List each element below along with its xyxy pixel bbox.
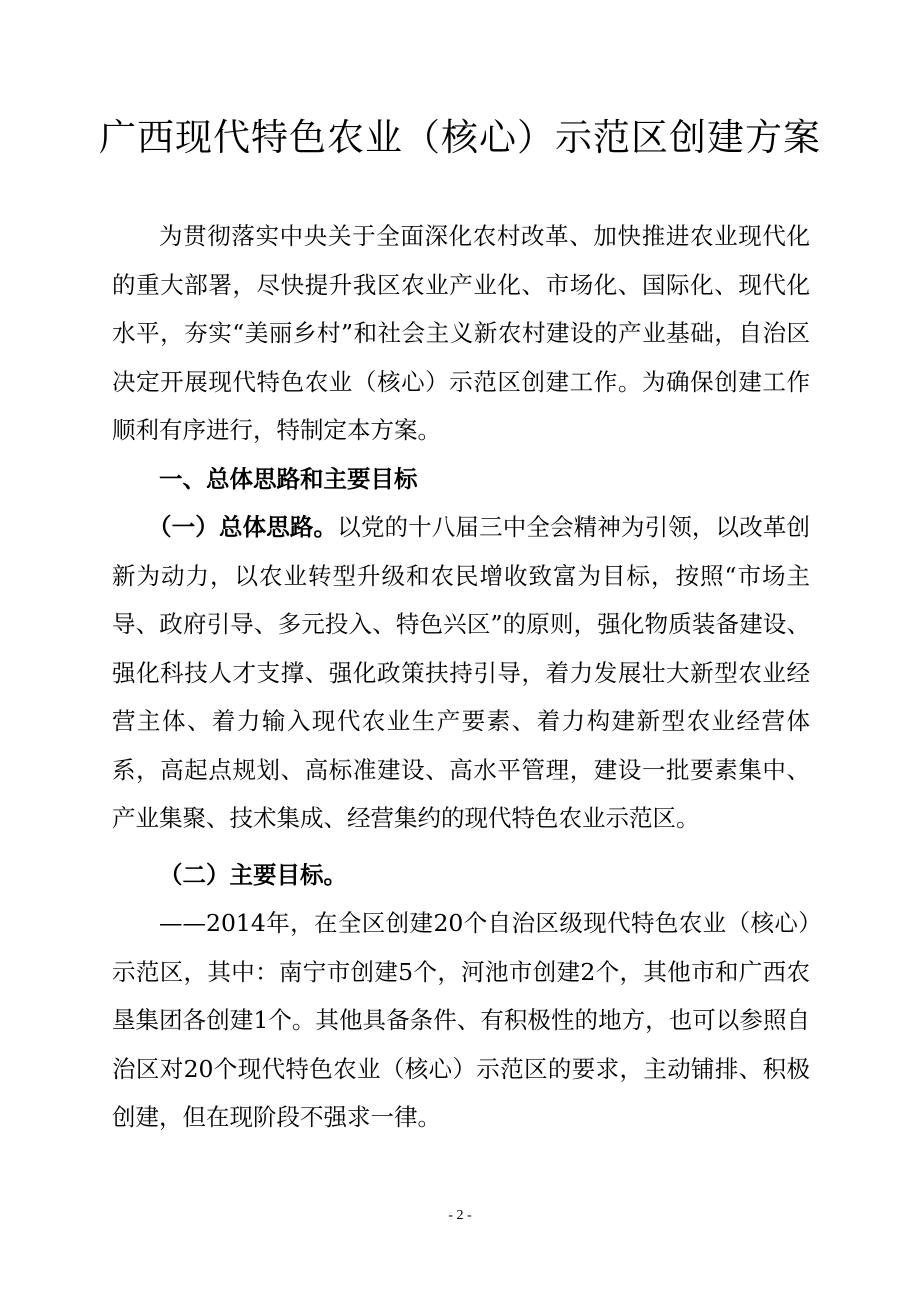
section-heading-overall: 一、总体思路和主要目标 [159,464,418,493]
intro-paragraph: 为贯彻落实中央关于全面深化农村改革、加快推进农业现代化的重大部署，尽快提升我区农业产业化、市场化、国际化、现代化水平，夯实“美丽乡村”和社会主义新农村建设的产业基础，自治区决定开展现代特色农业（核心）示范区创建工作。为确保创建工作顺利有序进行，特制定本方案。 [112,222,810,444]
document-title: 广西现代特色农业（核心）示范区创建方案 [99,116,821,159]
overall-approach-paragraph [112,503,810,843]
subsection-heading-goals: （二）主要目标。 [159,860,347,889]
page-number: - 2 - [448,1208,472,1223]
subsection-heading-approach: （一）总体思路。 [148,513,338,541]
overall-approach-text: 以党的十八届三中全会精神为引领，以改革创新为动力，以农业转型升级和农民增收致富为目标，按照“市场主导、政府引导、多元投入、特色兴区”的原则，强化物质装备建设、强化科技人才支撑、强化政策扶持引导，着力发展壮大新型农业经营主体、着力输入现代农业生产要素、着力构建新型农业经营体系，高起点规划、高标准建设、高水平管理，建设一批要素集中、产业集聚、技术集成、经营集约的现代特色农业示范区。 [112,513,811,832]
goals-paragraph: ——2014年，在全区创建20个自治区级现代特色农业（核心）示范区，其中：南宁市创建5个，河池市创建2个，其他市和广西农垦集团各创建1个。其他具备条件、有积极性的地方，也可以参照自治区对20个现代特色农业（核心）示范区的要求，主动铺排、积极创建，但在现阶段不强求一律。 [112,909,810,1131]
document-body [112,212,810,1142]
